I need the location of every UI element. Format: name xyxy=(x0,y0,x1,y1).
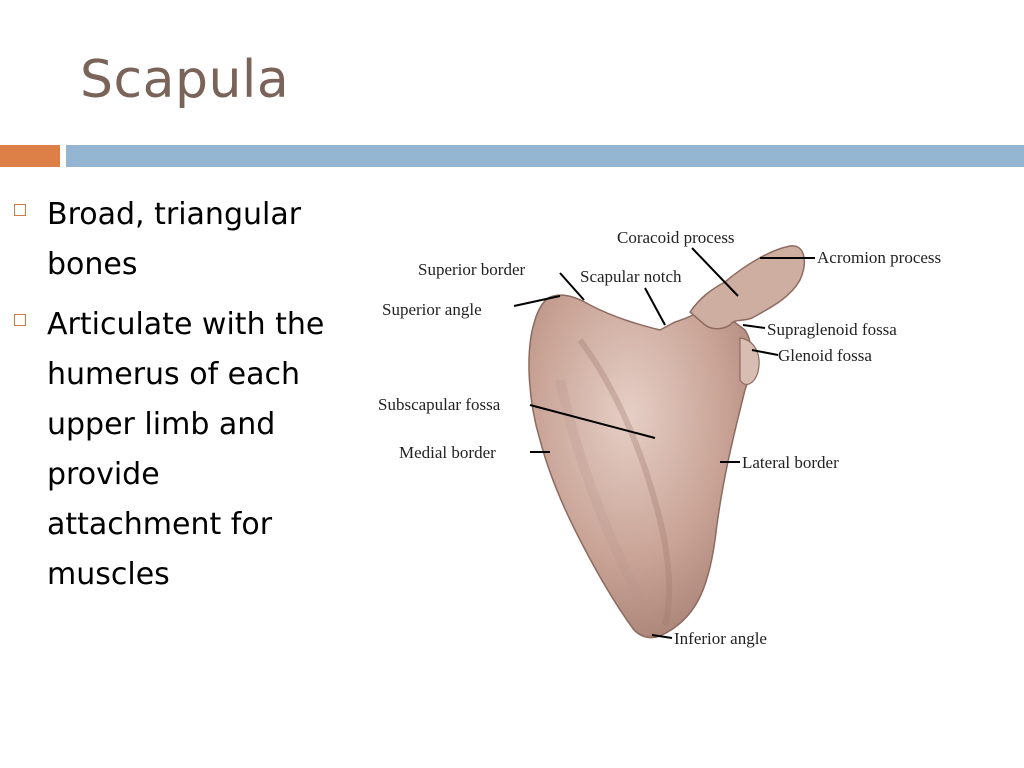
label-superior-border: Superior border xyxy=(418,260,526,279)
bullet-text: Broad, triangular bones xyxy=(47,197,302,282)
label-acromion-process: Acromion process xyxy=(817,248,942,267)
label-supraglenoid-fossa: Supraglenoid fossa xyxy=(767,320,897,339)
bullet-list xyxy=(10,190,340,610)
scapula-diagram xyxy=(370,215,990,665)
label-coracoid-process: Coracoid process xyxy=(617,228,735,247)
square-bullet-icon xyxy=(14,314,26,326)
leader-line xyxy=(645,288,665,325)
label-superior-angle: Superior angle xyxy=(382,300,482,319)
bullet-item xyxy=(10,300,340,600)
label-scapular-notch: Scapular notch xyxy=(580,267,682,286)
leader-line xyxy=(743,325,765,328)
accent-bar-blue xyxy=(66,145,1024,167)
label-glenoid-fossa: Glenoid fossa xyxy=(778,346,872,365)
label-lateral-border: Lateral border xyxy=(742,453,839,472)
glenoid-fossa-shape xyxy=(740,338,759,384)
label-medial-border: Medial border xyxy=(399,443,496,462)
scapula-bone-shape xyxy=(529,295,751,637)
accent-bar-orange xyxy=(0,145,60,167)
bullet-item xyxy=(10,190,340,290)
square-bullet-icon xyxy=(14,204,26,216)
slide-title: Scapula xyxy=(80,50,290,110)
label-subscapular-fossa: Subscapular fossa xyxy=(378,395,501,414)
bullet-text: Articulate with the humerus of each upper limb and provide attachment for muscles xyxy=(47,307,325,592)
label-inferior-angle: Inferior angle xyxy=(674,629,767,648)
